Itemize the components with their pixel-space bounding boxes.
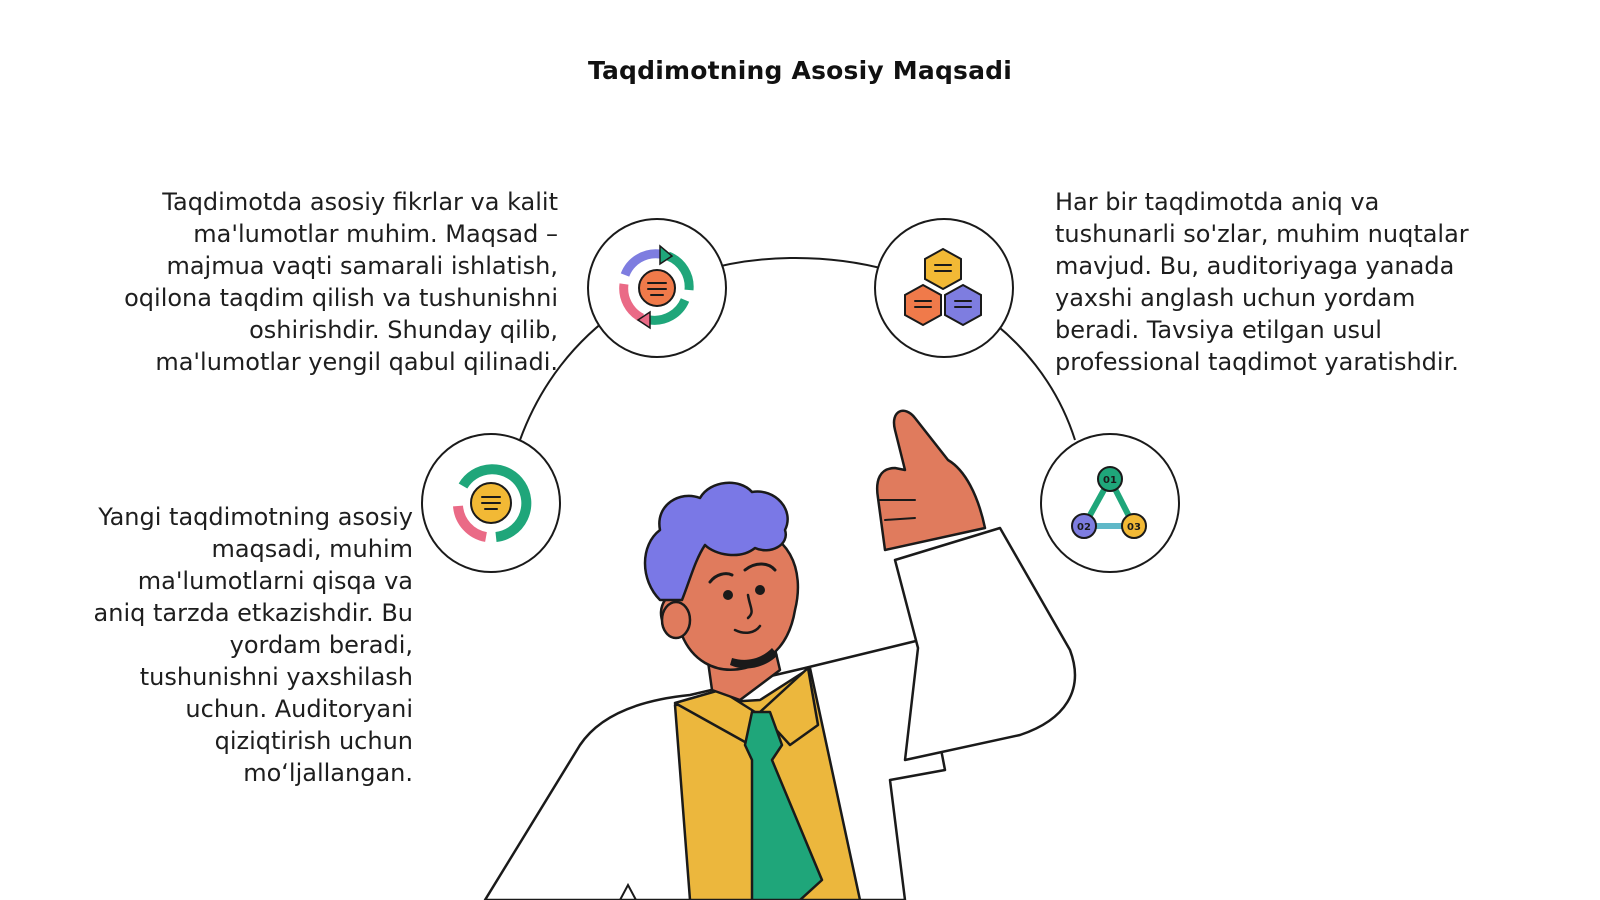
icon-circle-right-top bbox=[875, 219, 1013, 357]
icon-circle-right-bottom bbox=[1041, 434, 1179, 572]
eye-right bbox=[755, 585, 765, 595]
network-label-2: 02 bbox=[1077, 522, 1091, 533]
network-label-1: 01 bbox=[1103, 475, 1117, 486]
paragraph-bottom-left: Yangi taqdimotning asosiy maqsadi, muhim ma'lumotlarni qisqa va aniq tarzda etkazishdir. Bu yordam beradi, tushunishni yaxshilash uchun. Auditoryani qiziqtirish uchun moʻljallangan. bbox=[93, 503, 413, 787]
eye-left bbox=[723, 590, 733, 600]
paragraph-top-right: Har bir taqdimotda aniq va tushunarli so'zlar, muhim nuqtalar mavjud. Bu, auditoriyaga yanada yaxshi anglash uchun yordam beradi. Tavsiya etilgan usul professional taqdimot yaratishdir. bbox=[1055, 188, 1469, 376]
presenter-character bbox=[485, 411, 1075, 900]
icon-circle-left-top bbox=[588, 219, 726, 357]
raised-hand bbox=[877, 411, 985, 550]
raised-arm-sleeve bbox=[895, 528, 1075, 760]
icon-circle-left-bottom bbox=[422, 434, 560, 572]
network-label-3: 03 bbox=[1127, 522, 1141, 533]
ear bbox=[662, 602, 690, 638]
slide-title: Taqdimotning Asosiy Maqsadi bbox=[587, 56, 1013, 85]
paragraph-top-left: Taqdimotda asosiy fikrlar va kalit ma'lumotlar muhim. Maqsad – majmua vaqti samarali ishlatish, oqilona taqdim qilish va tushunishni oshirishdir. Shunday qilib, ma'lumotlar yengil qabul qilinadi. bbox=[124, 188, 558, 376]
